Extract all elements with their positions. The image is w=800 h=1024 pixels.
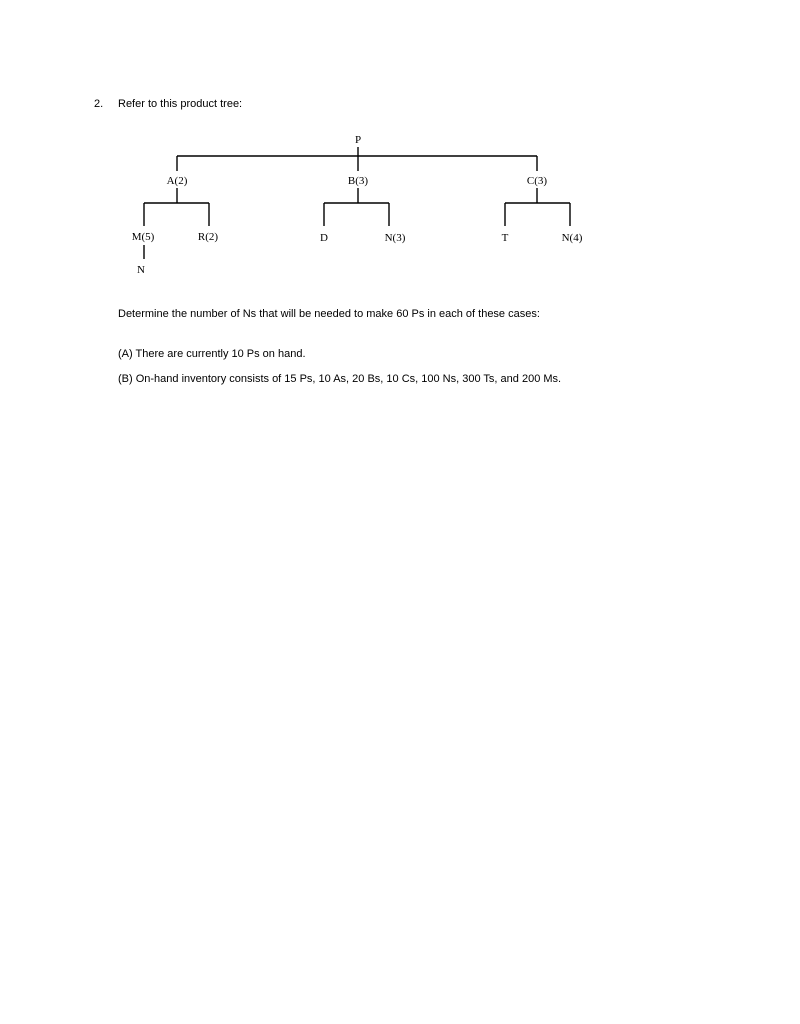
node-r: R(2)	[197, 231, 219, 243]
node-a: A(2)	[166, 175, 188, 187]
node-c: C(3)	[526, 175, 548, 187]
node-c-n: N(4)	[561, 232, 583, 244]
task-statement: Determine the number of Ns that will be needed to make 60 Ps in each of these cases:	[118, 308, 540, 320]
node-t: T	[501, 232, 509, 244]
node-b: B(3)	[347, 175, 369, 187]
node-m-n: N	[137, 264, 145, 276]
question-number: 2.	[94, 98, 104, 110]
node-b-n: N(3)	[384, 232, 406, 244]
question-intro: Refer to this product tree:	[118, 98, 243, 110]
node-p: P	[354, 134, 362, 146]
case-b-text: (B) On-hand inventory consists of 15 Ps, 10 As, 20 Bs, 10 Cs, 100 Ns, 300 Ts, and 200 Ms.	[118, 373, 562, 385]
node-m: M(5)	[131, 231, 155, 243]
product-tree-diagram	[0, 0, 800, 300]
case-a-text: (A) There are currently 10 Ps on hand.	[118, 348, 306, 360]
node-d: D	[320, 232, 328, 244]
